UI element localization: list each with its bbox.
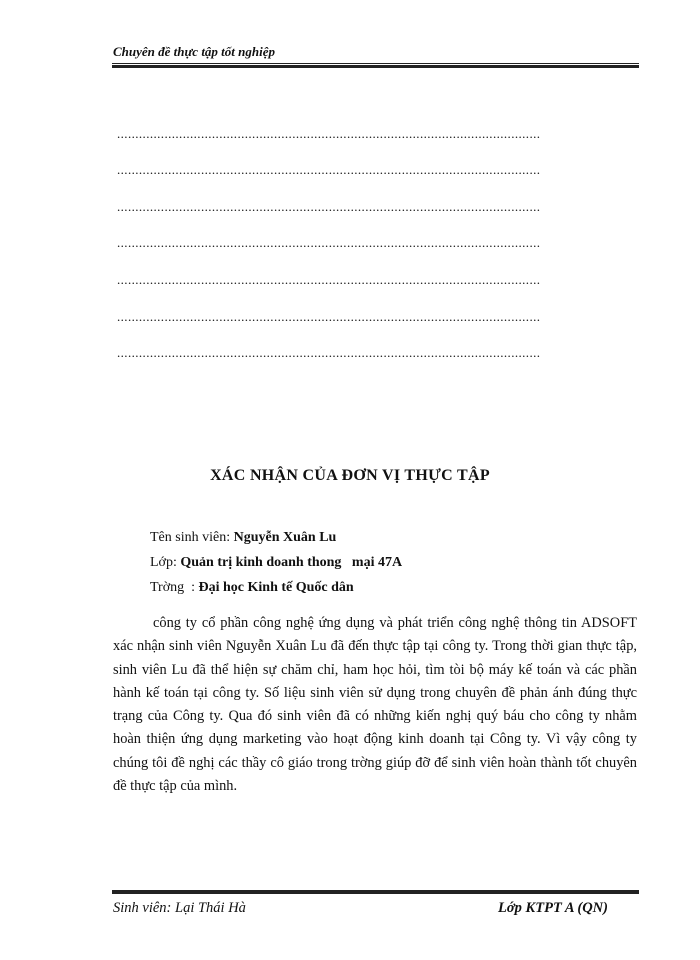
student-name-row [150, 530, 336, 546]
student-class-label: Lớp: [150, 555, 181, 570]
blank-line: .................................................................................................................... [117, 310, 541, 324]
footer-class: Lớp KTPT A (QN) [498, 900, 608, 916]
blank-line: .................................................................................................................... [117, 127, 541, 141]
blank-line: .................................................................................................................... [117, 200, 541, 214]
section-heading: XÁC NHẬN CỦA ĐƠN VỊ THỰC TẬP [210, 467, 490, 484]
blank-line: .................................................................................................................... [117, 346, 541, 360]
blank-line: .................................................................................................................... [117, 236, 541, 250]
footer-rule [112, 889, 639, 894]
confirmation-paragraph: công ty cổ phần công nghệ ứng dụng và phát triển công nghệ thông tin ADSOFT xác nhận sinh viên Nguyễn Xuân Lu đã đến thực tập tại công ty. Trong thời gian thực tập, sinh viên Lu đã thể hiện sự chăm chỉ, ham học hỏi, tìm tòi bộ máy kế toán và các phần hành kế toán tại công ty. Số liệu sinh viên sử dụng trong chuyên đề phản ánh đúng thực trạng của Công ty. Qua đó sinh viên đã có những kiến nghị quý báu cho công ty nhằm hoàn thiện ứng dụng marketing vào hoạt động kinh doanh tại Công ty. Vì vậy công ty chúng tôi đề nghị các thầy cô giáo trong trờng giúp đỡ để sinh viên hoàn thành tốt chuyên đề thực tập của mình. [113, 615, 637, 795]
student-class-row [150, 555, 402, 571]
blank-line: .................................................................................................................... [117, 273, 541, 287]
student-school-value: Đại học Kinh tế Quốc dân [198, 580, 354, 595]
student-class-value: Quản trị kinh doanh thong mại 47A [180, 555, 403, 570]
student-school-row [150, 580, 354, 596]
student-school-label: Trờng : [150, 580, 199, 595]
student-name-label: Tên sinh viên: [150, 530, 234, 545]
header-rule [112, 63, 639, 68]
student-name-value: Nguyễn Xuân Lu [233, 530, 337, 545]
blank-line: .................................................................................................................... [117, 163, 541, 177]
footer-student: Sinh viên: Lại Thái Hà [113, 900, 246, 916]
page-header-title: Chuyên đề thực tập tốt nghiệp [113, 44, 275, 59]
